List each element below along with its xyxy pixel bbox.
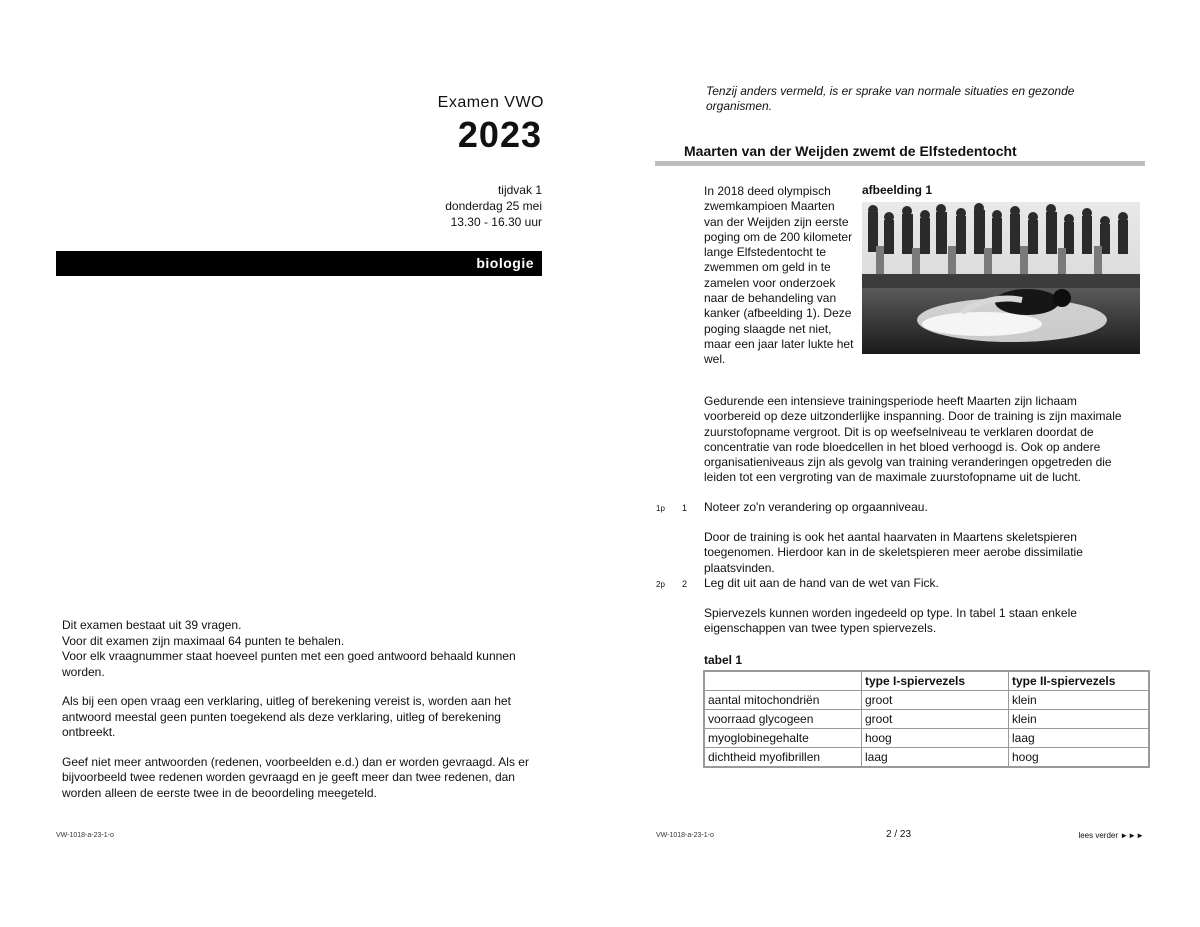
section-divider [655, 161, 1145, 166]
table-cell: aantal mitochondriën [705, 691, 862, 710]
section-title: Maarten van der Weijden zwemt de Elfstedentocht [684, 143, 1017, 159]
table-cell: myoglobinegehalte [705, 729, 862, 748]
table-cell: laag [1009, 729, 1149, 748]
meta-date: donderdag 25 mei [445, 199, 542, 213]
instructions-paragraph: Als bij een open vraag een verklaring, uitleg of berekening vereist is, worden aan het antwoord meestal geen punten toegekend als deze verklaring, uitleg of berekening ontbreekt. [62, 694, 511, 739]
context-paragraph: Door de training is ook het aantal haarvaten in Maartens skeletspieren toegenomen. Hierdoor kan in de skeletspieren meer aerobe dissimilatie plaatsvinden. [704, 530, 1083, 575]
exam-instructions [62, 618, 542, 815]
table-cell: hoog [1009, 748, 1149, 767]
question-number: 1 [682, 503, 688, 513]
question-number: 2 [682, 579, 688, 589]
exam-title: Examen VWO [437, 94, 544, 111]
table-cell: groot [862, 691, 1009, 710]
question-text: Leg dit uit aan de hand van de wet van Fick. [704, 576, 939, 590]
context-paragraph: Gedurende een intensieve trainingsperiode heeft Maarten zijn lichaam voorbereid op deze uitzonderlijke inspanning. Door de training is zijn maximale zuurstofopname vergroot. Dit is op weefselniveau te verklaren doordat de concentratie van rode bloedcellen in het bloed verhoogd is. Ook op andere organisatieniveaus zijn als gevolg van training veranderingen opgetreden die leiden tot een vergroting van de maximale zuurstofopname uit de lucht. [704, 394, 1122, 485]
table-cell: dichtheid myofibrillen [705, 748, 862, 767]
footer-code: VW-1018-a-23-1-o [656, 832, 714, 839]
instructions-paragraph: Geef niet meer antwoorden (redenen, voorbeelden e.d.) dan er worden gevraagd. Als er bijvoorbeeld twee redenen worden gevraagd en je geeft meer dan twee redenen, dan worden alleen de eerste twee in de beoordeling meegeteld. [62, 754, 529, 800]
meta-time: 13.30 - 16.30 uur [450, 215, 542, 229]
table-cell: klein [1009, 691, 1149, 710]
table-header: type I-spiervezels [862, 672, 1009, 691]
table-row [705, 748, 1149, 767]
table-cell: groot [862, 710, 1009, 729]
exam-meta [445, 182, 542, 230]
table-row [705, 729, 1149, 748]
question-text: Noteer zo'n verandering op orgaanniveau. [704, 500, 928, 514]
table-row [705, 691, 1149, 710]
table-label: tabel 1 [704, 653, 743, 667]
subject-bar [56, 251, 542, 276]
exam-year: 2023 [457, 114, 542, 155]
table-row [705, 710, 1149, 729]
table-header-row [705, 672, 1149, 691]
general-notice: Tenzij anders vermeld, is er sprake van normale situaties en gezonde organismen. [706, 84, 1075, 113]
footer-code: VW-1018-a-23-1-o [56, 832, 114, 839]
fiber-properties-table [704, 671, 1149, 767]
context-paragraph: In 2018 deed olympisch zwemkampioen Maarten van der Weijden zijn eerste poging om de 200 kilometer lange Elfstedentocht te zwemmen om geld in te zamelen voor onderzoek naar de behandeling van kanker (afbeelding 1). Deze poging slaagde net niet, maar een jaar later lukte het wel. [704, 184, 854, 367]
meta-period: tijdvak 1 [497, 183, 542, 197]
question-points: 2p [656, 580, 665, 589]
table-header: type II-spiervezels [1009, 672, 1149, 691]
question-points: 1p [656, 504, 665, 513]
figure-label: afbeelding 1 [862, 183, 933, 197]
table-header [705, 672, 862, 691]
instructions-paragraph: Dit examen bestaat uit 39 vragen. Voor dit examen zijn maximaal 64 punten te behalen. Voor elk vraagnummer staat hoeveel punten met een goed antwoord behaald kunnen worden. [62, 618, 516, 679]
table-cell: hoog [862, 729, 1009, 748]
continue-label: lees verder ►►► [1078, 831, 1144, 840]
swimmer-photo [862, 202, 1140, 354]
question-page [600, 0, 1200, 927]
table-cell: voorraad glycogeen [705, 710, 862, 729]
context-paragraph: Spiervezels kunnen worden ingedeeld op type. In tabel 1 staan enkele eigenschappen van twee typen spiervezels. [704, 606, 1077, 636]
table-cell: laag [862, 748, 1009, 767]
page-number: 2 / 23 [886, 829, 912, 840]
subject-label: biologie [476, 255, 534, 271]
table-cell: klein [1009, 710, 1149, 729]
